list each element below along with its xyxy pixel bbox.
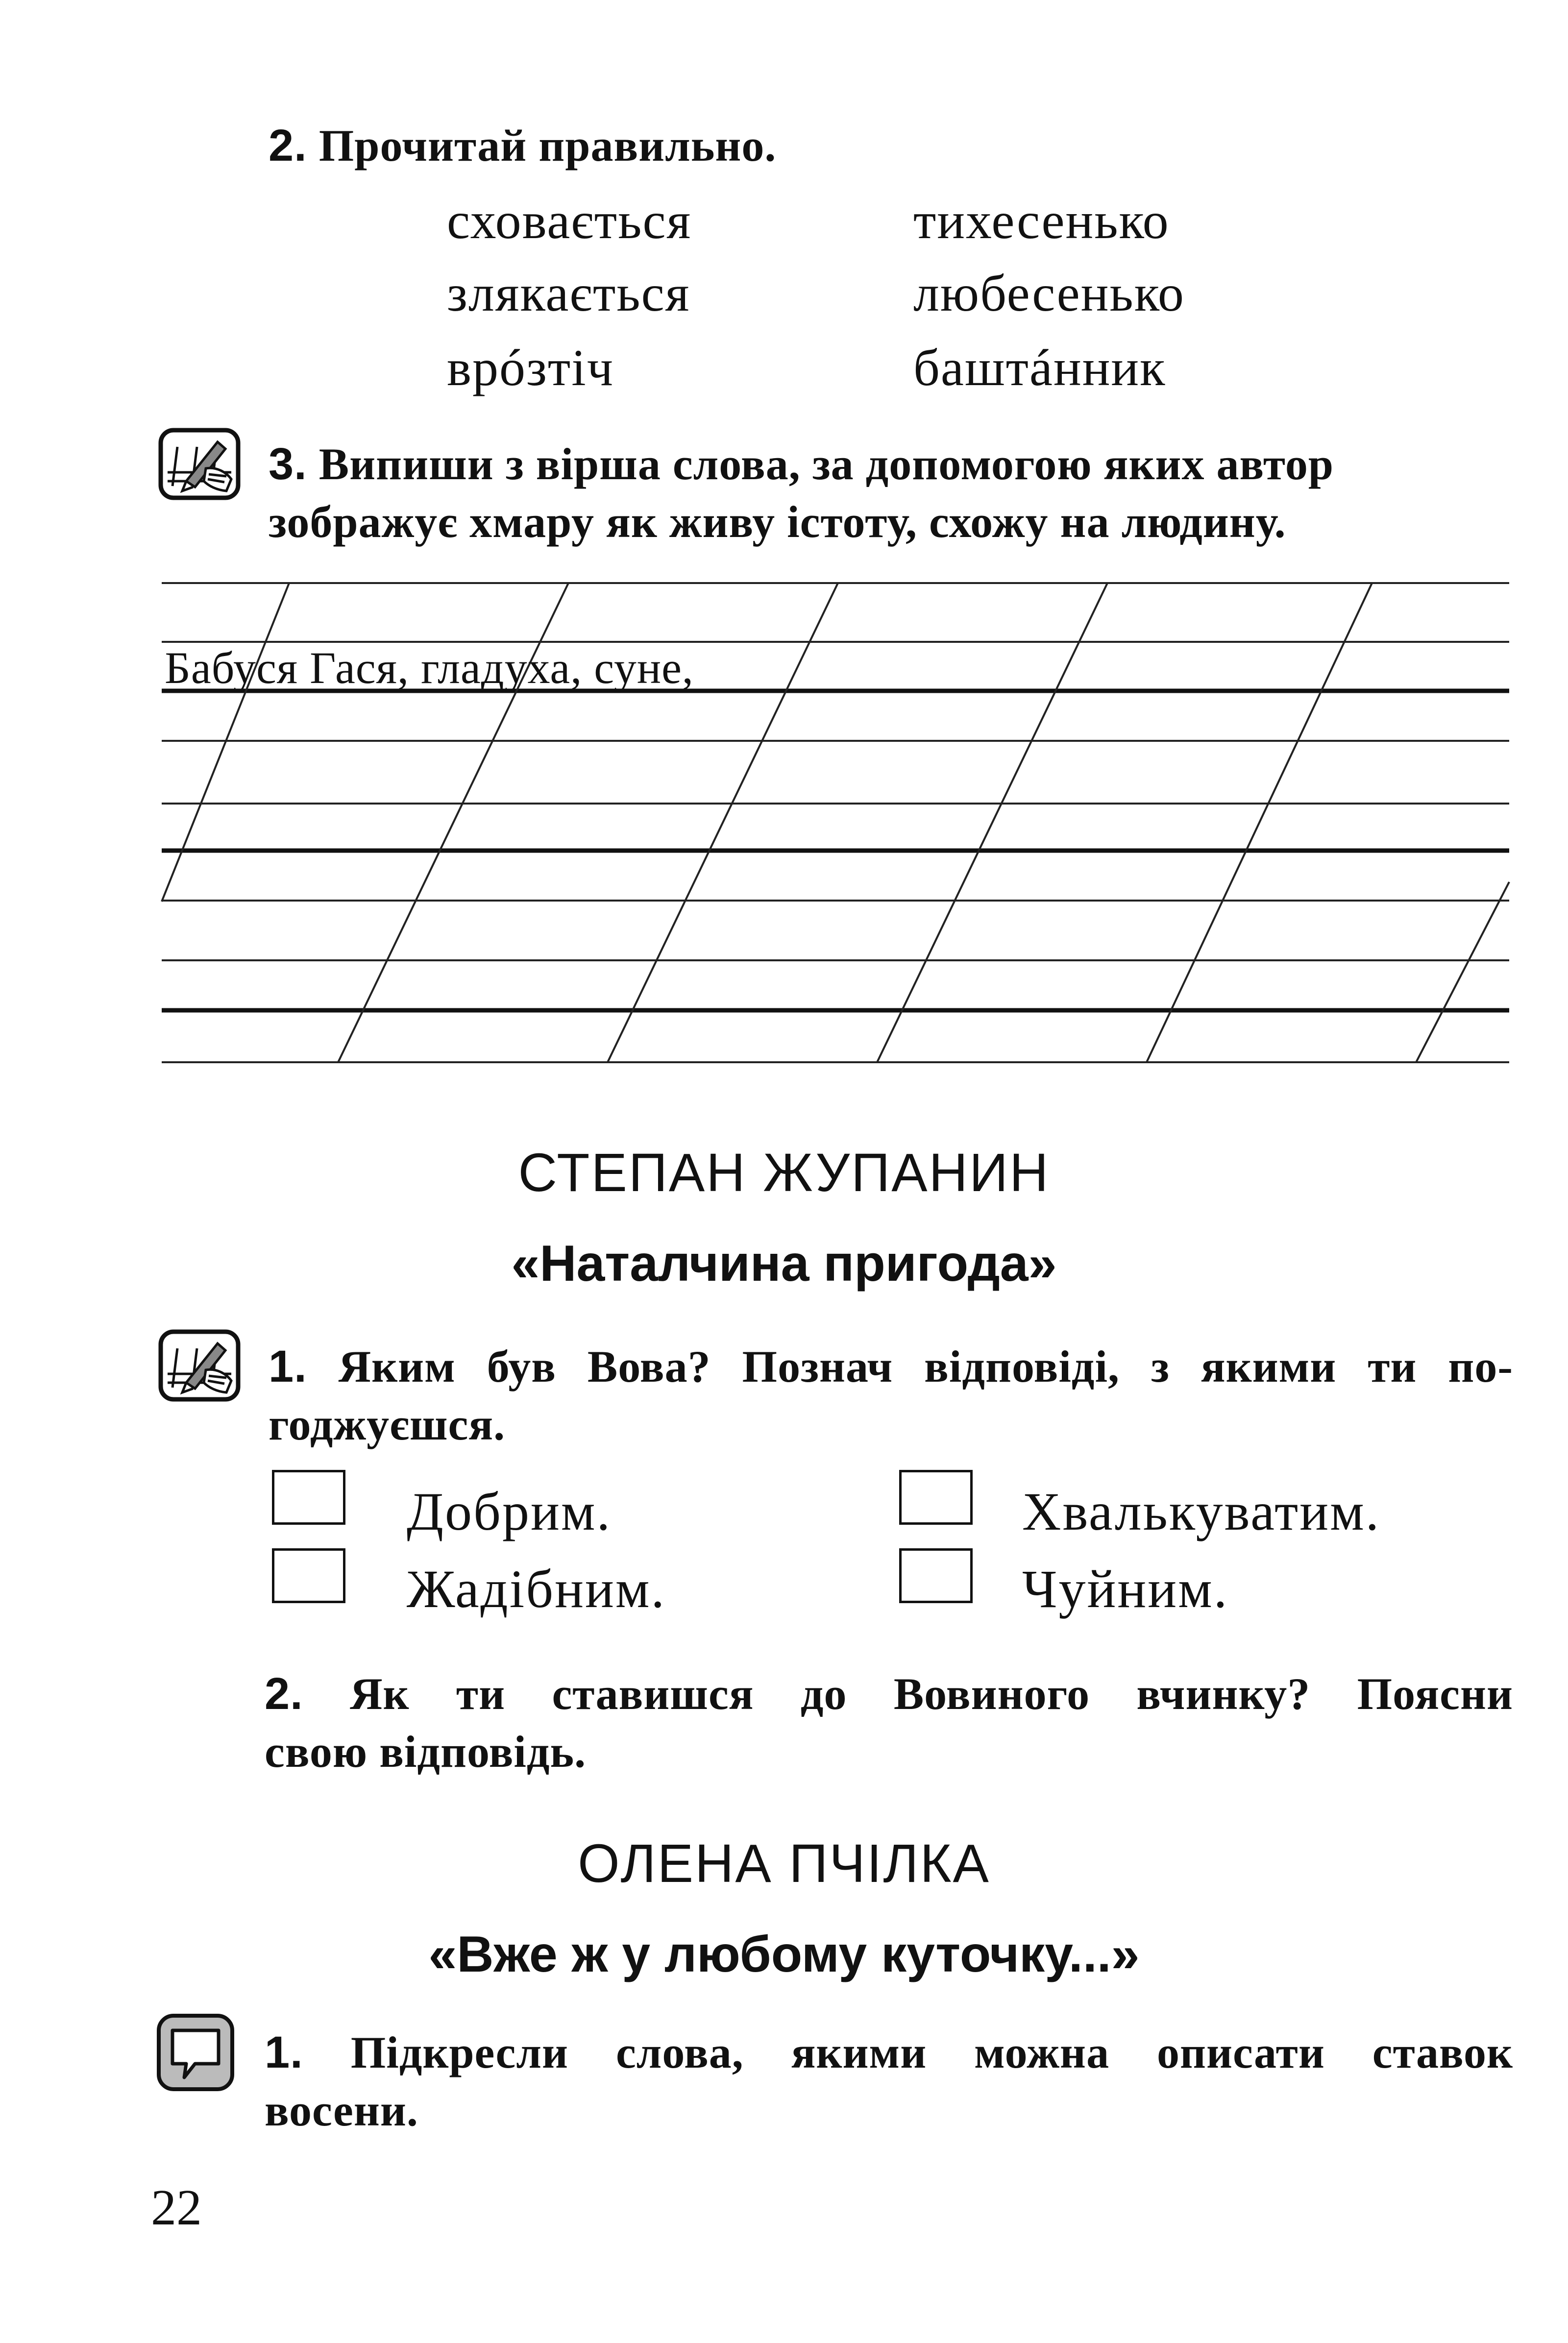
task-text-line-1: Як ти ставишся до Вовиного вчинку? Поясни	[350, 1669, 1514, 1719]
task-number: 1.	[265, 2027, 303, 2077]
word-left-1: сховається	[447, 192, 692, 249]
task-text-line-1: Яким був Вова? Познач відповіді, з якими ти по-	[338, 1342, 1514, 1391]
section-2-author: ОЛЕНА ПЧІЛКА	[578, 1833, 990, 1894]
task-number: 2.	[269, 121, 307, 171]
option-label-greedy: Жадібним.	[407, 1559, 666, 1619]
task-text-line-2: свою відповідь.	[265, 1727, 587, 1777]
checkbox-kind[interactable]	[272, 1470, 345, 1525]
option-label-caring: Чуйним.	[1022, 1559, 1229, 1619]
task-number: 3.	[269, 439, 307, 489]
word-right-2: любесенько	[913, 265, 1185, 322]
task-text-line-1: Підкресли слова, якими можна описати ставок	[350, 2027, 1514, 2077]
checkbox-caring[interactable]	[899, 1548, 973, 1603]
checkbox-boastful[interactable]	[899, 1470, 973, 1525]
section-2-title: «Вже ж у любому куточку...»	[428, 1926, 1140, 1983]
task-number: 2.	[265, 1669, 303, 1719]
word-left-3: врóзтіч	[447, 339, 614, 396]
section-2-task-1-heading	[265, 2024, 1513, 2139]
option-label-kind: Добрим.	[407, 1482, 612, 1541]
word-right-3: баштáнник	[913, 339, 1166, 396]
task-text-line-1: Випиши з вірша слова, за допомогою яких автор	[318, 439, 1334, 489]
handwriting-grid	[0, 0, 1568, 1102]
task-number: 1.	[269, 1342, 307, 1391]
page-number: 22	[151, 2179, 202, 2236]
task-text-line-2: годжуєшся.	[269, 1399, 506, 1449]
task-text-line-2: зображує хмару як живу істоту, схожу на людину.	[269, 497, 1286, 547]
speech-bubble-icon	[156, 2013, 235, 2092]
option-label-boastful: Хвалькуватим.	[1022, 1482, 1381, 1541]
word-left-2: злякається	[447, 265, 690, 322]
checkbox-greedy[interactable]	[272, 1548, 345, 1603]
task-text: Прочитай правильно.	[318, 121, 777, 171]
section-1-title: «Наталчина пригода»	[511, 1235, 1057, 1292]
section-1-author: СТЕПАН ЖУПАНИН	[518, 1143, 1050, 1203]
written-answer: Бабуся Гася, гладуха, суне,	[165, 643, 694, 693]
section-1-task-2-heading	[265, 1665, 1513, 1781]
section-1-task-1-heading	[269, 1338, 1513, 1453]
word-right-1: тихесенько	[913, 192, 1170, 249]
task-text-line-2: восени.	[265, 2085, 418, 2135]
pencil-write-icon	[158, 1329, 241, 1402]
